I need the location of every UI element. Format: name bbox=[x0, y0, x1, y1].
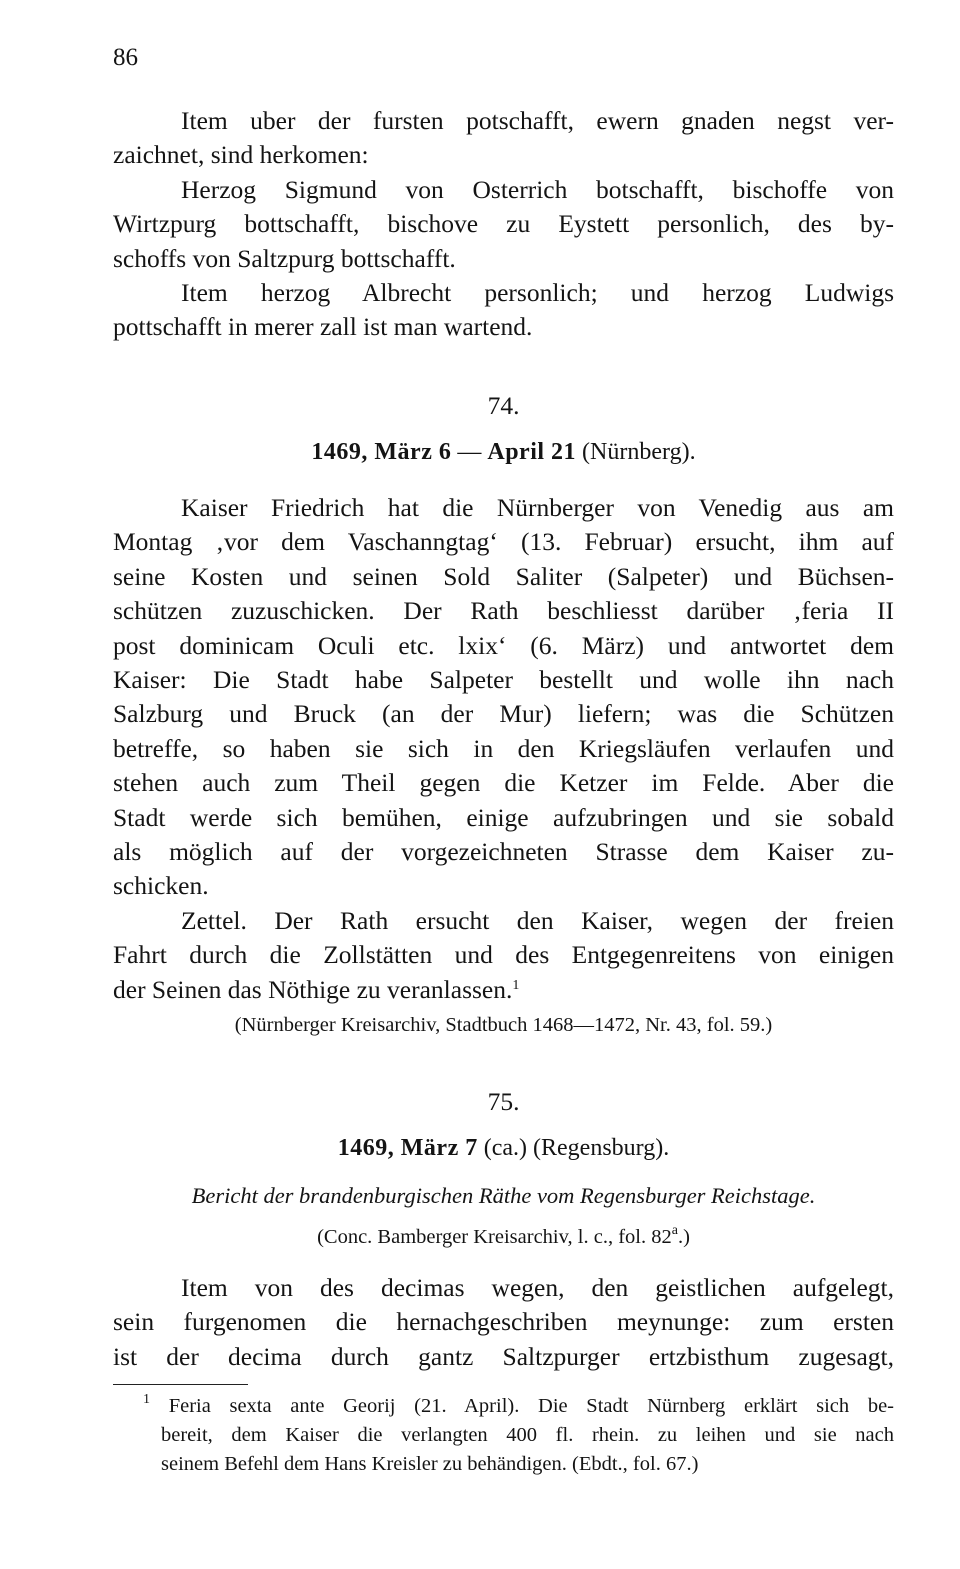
entry-75-source bbox=[113, 1223, 894, 1251]
entry-date-start: 1469, März 6 bbox=[311, 439, 452, 465]
footnote-line-text: Feria sexta ante Georij (21. April). Die Stadt Nürnberg erklärt sich be- bbox=[168, 1395, 895, 1417]
text-line: Item uber der fursten potschafft, ewern gnaden negst ver- bbox=[181, 106, 894, 135]
page-number: 86 bbox=[113, 44, 138, 71]
text-line: Kaiser: Die Stadt habe Salpeter bestellt und wolle ihn nach bbox=[113, 665, 894, 695]
text-line bbox=[113, 973, 894, 1007]
text-line: Herzog Sigmund von Osterrich botschafft, bischoffe von bbox=[181, 174, 894, 204]
entry-75-body bbox=[113, 1271, 894, 1374]
text-line: schoffs von Saltzpurg bottschafft. bbox=[113, 243, 456, 273]
entry-date-end: April 21 bbox=[487, 439, 577, 465]
text-line: Item von des decimas wegen, den geistlichen aufgelegt, bbox=[181, 1273, 894, 1302]
footnote-reference: 1 bbox=[512, 977, 520, 993]
text-line: Kaiser Friedrich hat die Nürnberger von Venedig aus am bbox=[181, 493, 894, 522]
entry-date-74 bbox=[113, 436, 894, 468]
text-line: betreffe, so haben sie sich in den Kriegsläufen verlaufen und bbox=[113, 733, 894, 763]
entry-number-74: 74. bbox=[487, 391, 520, 420]
source-superscript: a bbox=[671, 1223, 678, 1238]
text-line: schicken. bbox=[113, 871, 209, 901]
footnote-rule bbox=[113, 1384, 248, 1385]
text-line: stehen auch zum Theil gegen die Ketzer im Felde. Aber die bbox=[113, 768, 894, 798]
text-line: als möglich auf der vorgezeichneten Strasse dem Kaiser zu- bbox=[113, 837, 894, 867]
footnote-line bbox=[113, 1392, 894, 1421]
text-line: zaichnet, sind herkomen: bbox=[113, 140, 369, 170]
entry-date-place: (Nürnberg). bbox=[576, 439, 696, 465]
text-line: sein furgenomen die hernachgeschriben meynunge: zum ersten bbox=[113, 1307, 894, 1337]
entry-date-dash: — bbox=[451, 439, 488, 465]
entry-74-source: (Nürnberger Kreisarchiv, Stadtbuch 1468—1472, Nr. 43, fol. 59.) bbox=[234, 1014, 773, 1036]
text-line: Montag ‚vor dem Vaschanngtag‘ (13. Februar) ersucht, ihm auf bbox=[113, 527, 894, 557]
text-line-content: der Seinen das Nöthige zu veranlassen. bbox=[113, 974, 513, 1004]
footnote-line: seinem Befehl dem Hans Kreisler zu behändigen. (Ebdt., fol. 67.) bbox=[161, 1453, 699, 1475]
text-line: schützen zuzuschicken. Der Rath beschliesst darüber ‚feria II bbox=[113, 596, 894, 626]
text-line: Stadt werde sich bemühen, einige aufzubringen und sie sobald bbox=[113, 802, 894, 832]
entry-number-75: 75. bbox=[487, 1087, 520, 1116]
source-suffix: .) bbox=[677, 1226, 690, 1248]
text-line: seine Kosten und seinen Sold Saliter (Salpeter) und Büchsen- bbox=[113, 561, 894, 591]
source-text: (Conc. Bamberger Kreisarchiv, l. c., fol. 82 bbox=[317, 1226, 672, 1248]
entry-75-rubric: Bericht der brandenburgischen Räthe vom Regensburger Reichstage. bbox=[191, 1183, 816, 1208]
text-line: ist der decima durch gantz Saltzpurger ertzbisthum zugesagt, bbox=[113, 1341, 894, 1371]
text-line: Salzburg und Bruck (an der Mur) liefern; was die Schützen bbox=[113, 699, 894, 729]
entry-date-rest: (ca.) (Regensburg). bbox=[477, 1135, 670, 1161]
entry-date-start: 1469, März 7 bbox=[337, 1135, 478, 1161]
footnote bbox=[113, 1392, 894, 1479]
text-line: Fahrt durch die Zollstätten und des Entgegenreitens von einigen bbox=[113, 940, 894, 970]
text-line: Wirtzpurg bottschafft, bischove zu Eystett personlich, des by- bbox=[113, 209, 894, 239]
footnote-marker: 1 bbox=[143, 1392, 150, 1407]
continuation-text bbox=[113, 104, 894, 345]
text-line: Item herzog Albrecht personlich; und herzog Ludwigs bbox=[181, 278, 894, 308]
text-line: Zettel. Der Rath ersucht den Kaiser, wegen der freien bbox=[181, 905, 894, 935]
text-line: pottschafft in merer zall ist man wartend. bbox=[113, 312, 533, 342]
footnote-line: bereit, dem Kaiser die verlangten 400 fl. rhein. zu leihen und sie nach bbox=[161, 1424, 894, 1446]
text-line: post dominicam Oculi etc. lxix‘ (6. März) und antwortet dem bbox=[113, 630, 894, 660]
entry-date-75 bbox=[113, 1132, 894, 1164]
entry-74-body bbox=[113, 491, 894, 1007]
